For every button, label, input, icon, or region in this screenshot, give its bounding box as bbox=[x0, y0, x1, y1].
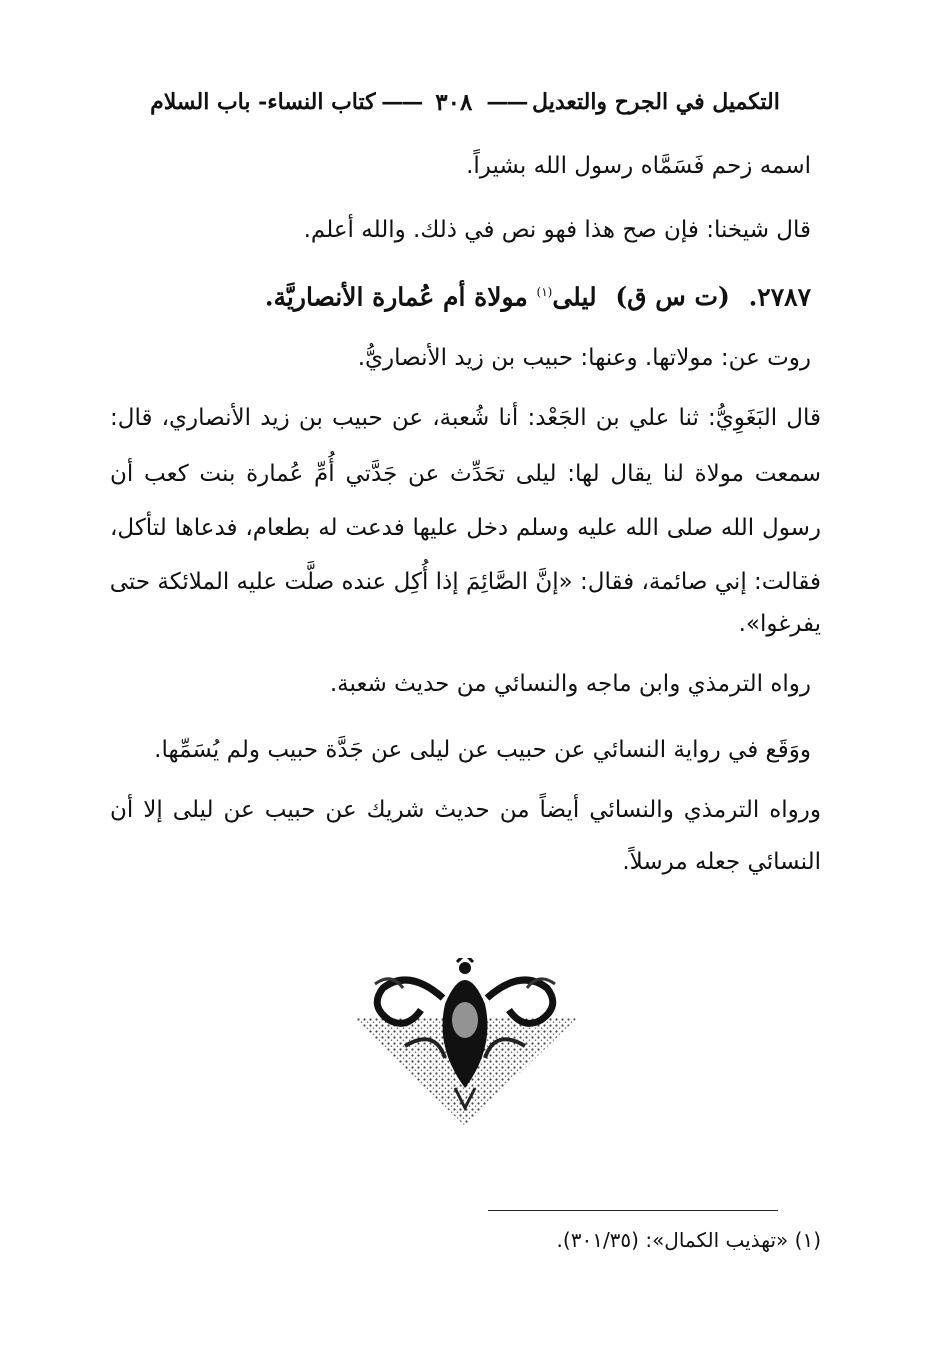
entry-name: ليلى bbox=[552, 282, 597, 312]
section-title: كتاب النساء- باب السلام bbox=[150, 89, 376, 115]
footnote: (١) «تهذيب الكمال»: (٣٠١/٣٥). bbox=[556, 1228, 821, 1252]
header-separator: —— bbox=[486, 89, 533, 115]
text-line: سمعت مولاة لنا يقال لها: ليلى تحَدِّث عن جَدَّتي أُمِّ عُمارة بنت كعب أن bbox=[110, 461, 821, 487]
text-line: رواه الترمذي وابن ماجه والنسائي من حديث شعبة. bbox=[329, 671, 811, 697]
entry-number: ٢٧٨٧. bbox=[748, 282, 811, 312]
decorative-ornament-icon bbox=[345, 958, 585, 1128]
book-title: التكميل في الجرح والتعديل bbox=[532, 89, 780, 115]
running-header bbox=[150, 82, 780, 122]
header-separator: —— bbox=[375, 89, 422, 115]
text-line: قال البَغَوِيُّ: ثنا علي بن الجَعْد: أنا شُعبة، عن حبيب بن زيد الأنصاري، قال: bbox=[110, 405, 821, 431]
page-number: ٣٠٨ bbox=[435, 88, 473, 116]
text-line: قال شيخنا: فإن صح هذا فهو نص في ذلك. والله أعلم. bbox=[303, 217, 811, 243]
text-line: ووَقَع في رواية النسائي عن حبيب عن ليلى عن جَدَّة حبيب ولم يُسَمِّها. bbox=[154, 737, 811, 763]
entry-description: مولاة أم عُمارة الأنصاريَّة. bbox=[264, 282, 528, 312]
text-line: يفرغوا». bbox=[738, 611, 821, 637]
text-line: فقالت: إني صائمة، فقال: «إنَّ الصَّائِمَ إذا أُكِل عنده صلَّت عليه الملائكة حتى bbox=[109, 569, 821, 595]
footnote-divider bbox=[488, 1210, 778, 1211]
footnote-marker: (١) bbox=[536, 285, 553, 299]
entry-codes: (ت س ق) bbox=[615, 282, 730, 312]
biography-entry-heading bbox=[265, 272, 811, 317]
text-line: ورواه الترمذي والنسائي أيضاً من حديث شريك عن حبيب عن ليلى إلا أن bbox=[110, 797, 821, 823]
text-line: روت عن: مولاتها. وعنها: حبيب بن زيد الأنصاريُّ. bbox=[357, 345, 811, 371]
text-line: رسول الله صلى الله عليه وسلم دخل عليها فدعت له بطعام، فدعاها لتأكل، bbox=[110, 515, 821, 541]
text-line: اسمه زحم فَسَمَّاه رسول الله بشيراً. bbox=[466, 153, 811, 179]
text-line: النسائي جعله مرسلاً. bbox=[622, 849, 821, 875]
